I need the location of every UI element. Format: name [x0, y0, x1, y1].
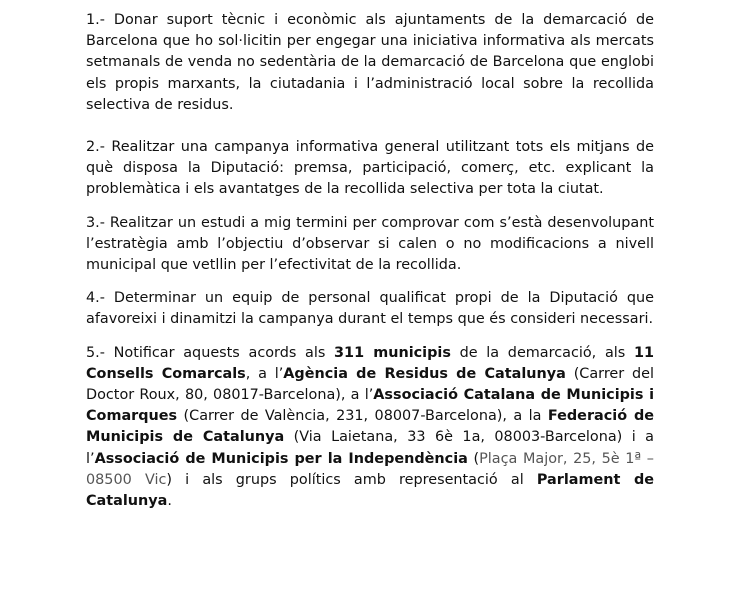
p5-text-1: 5.- Notificar aquests acords als [86, 344, 335, 361]
paragraph-5 [86, 343, 654, 513]
p5-bold-fmc: Federació de Municipis de Catalunya [86, 408, 655, 446]
paragraph-2: 2.- Realitzar una campanya informativa general utilitzant tots els mitjans de què disposa la Diputació: premsa, participació, comerç, etc. explicant la problemàtica i els avantatges de la recollida selectiva per tota la ciutat. [86, 139, 654, 198]
paragraph-4: 4.- Determinar un equip de personal qualificat propi de la Diputació que afavoreixi i dinamitzi la campanya durant el temps que és consideri necessari. [86, 290, 654, 328]
p5-bold-agencia: Agència de Residus de Catalunya [283, 365, 566, 382]
p5-bold-acm: Associació Catalana de Municipis i Comarques [86, 387, 655, 425]
p5-text-6: (Via Laietana, 33 6è 1a, 08003-Barcelona) i a l’ [86, 429, 654, 467]
paragraph-1: 1.- Donar suport tècnic i econòmic als ajuntaments de la demarcació de Barcelona que ho sol·licitin per engegar una iniciativa informativa als mercats setmanals de venda no sedentària de la demarcació de Barcelona que englobi els propis marxants, la ciutadania i l’administració local sobre la recollida selectiva de residus. [86, 12, 654, 113]
document-body [86, 10, 654, 512]
p5-address-vic: Plaça Major, 25, 5è 1ª – 08500 Vic [86, 450, 654, 488]
p5-text-5: (Carrer de València, 231, 08007-Barcelona), a la [177, 408, 548, 425]
paragraph-3: 3.- Realitzar un estudi a mig termini per comprovar com s’està desenvolupant l’estratègia amb l’objectiu d’observar si calen o no modificacions a nivell municipal que vetllin per l’efectivitat de la recollida. [86, 214, 654, 274]
p5-bold-consells: 11 Consells Comarcals [86, 344, 654, 382]
p5-text-7: ( [467, 450, 480, 467]
p5-bold-ami: Associació de Municipis per la Independència [94, 450, 468, 467]
p5-text-8: ) i als grups polítics amb representació al [166, 471, 537, 488]
p5-text-3: , a l’ [245, 365, 284, 382]
p5-bold-municipis: 311 municipis [334, 344, 451, 361]
p5-bold-parlament: Parlament de Catalunya [86, 471, 655, 510]
p5-text-9: . [167, 493, 172, 510]
p5-text-4: (Carrer del Doctor Roux, 80, 08017-Barcelona), a l’ [86, 365, 655, 404]
p5-text-2: de la demarcació, als [450, 344, 634, 361]
